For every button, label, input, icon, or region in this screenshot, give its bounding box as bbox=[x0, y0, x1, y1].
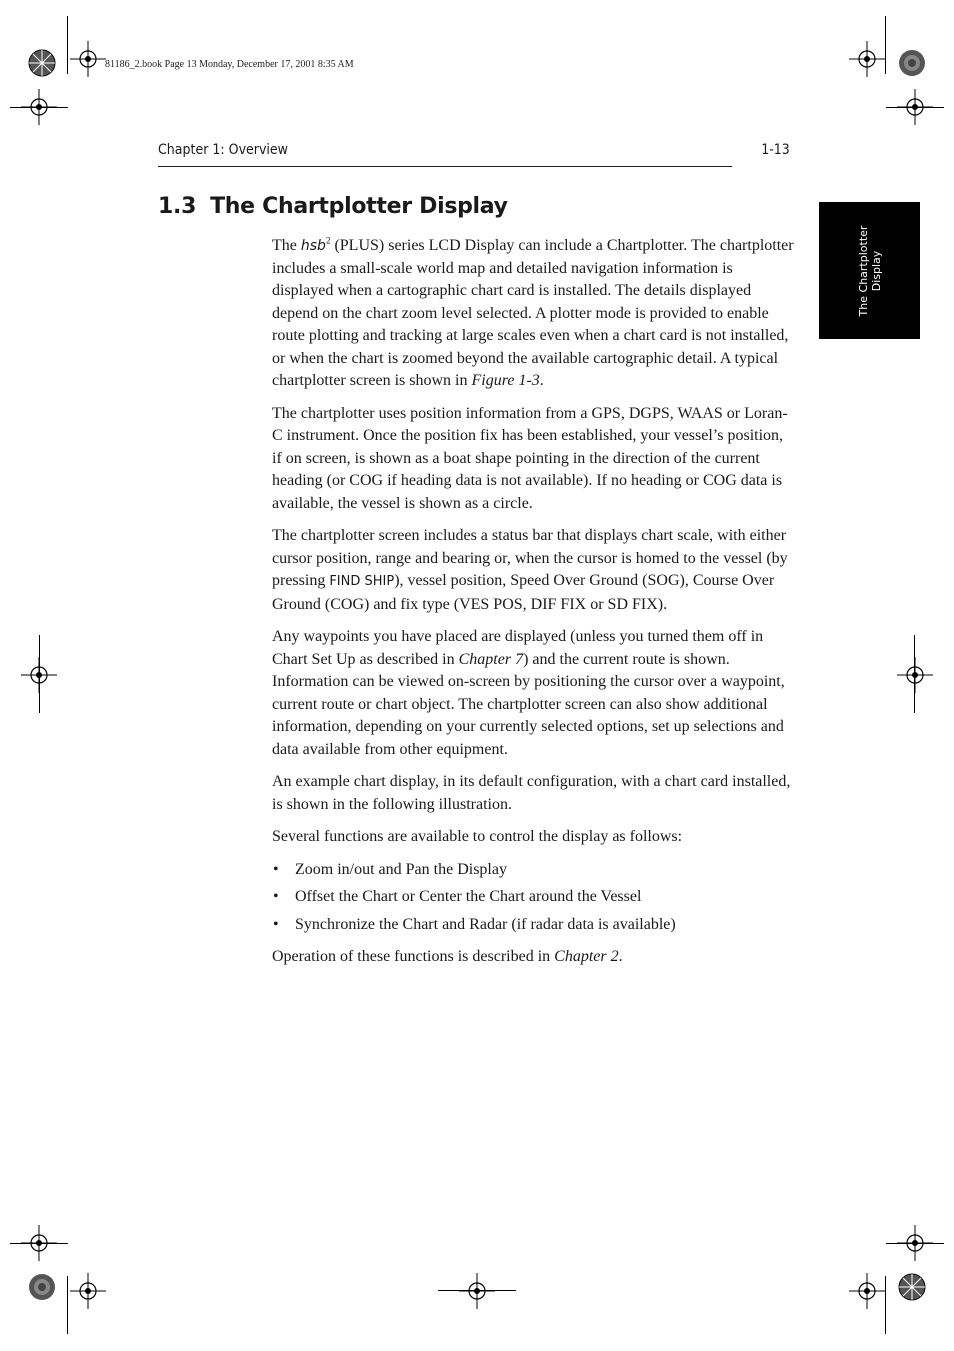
paragraph-position: The chartplotter uses position information from a GPS, DGPS, WAAS or Loran-C instrument. Once the position fix has been established, your vessel’s position, if on screen, is shown as a boat shape pointing in the direction of the current heading (or COG if heading data is not available). If no heading or COG data is available, the vessel is shown as a circle. bbox=[272, 404, 788, 512]
crop-line bbox=[39, 635, 40, 713]
chapter-thumb-tab bbox=[819, 202, 920, 339]
crop-line bbox=[885, 1276, 886, 1334]
crosshair-target-icon bbox=[849, 1273, 885, 1309]
section-heading bbox=[158, 194, 508, 219]
crop-line bbox=[67, 16, 68, 74]
body-text bbox=[272, 235, 796, 979]
paragraph-example: An example chart display, in its default configuration, with a chart card installed, is shown in the following illustration. bbox=[272, 773, 791, 813]
book-info-line: 81186_2.book Page 13 Monday, December 17, 2001 8:35 AM bbox=[105, 59, 354, 70]
paragraph-operation: Operation of these functions is described in Chapter 2. bbox=[272, 948, 623, 965]
crop-line bbox=[886, 1243, 944, 1244]
chapter-reference: Chapter 2 bbox=[554, 948, 619, 965]
running-head-page-number: 1-13 bbox=[761, 142, 790, 158]
paragraph-status-bar: The chartplotter screen includes a status bar that displays chart scale, with either cursor position, range and bearing or, when the cursor is homed to the vessel (by pressing FIND SHIP), vessel position, Speed Over Ground (SOG), Course Over Ground (COG) and fix type (VES POS, DIF FIX or SD FIX). bbox=[272, 527, 788, 613]
section-title: The Chartplotter Display bbox=[210, 194, 508, 219]
list-item: • Offset the Chart or Center the Chart around the Vessel bbox=[272, 886, 796, 909]
figure-reference: Figure 1-3 bbox=[471, 372, 540, 389]
registration-mark-bottom-right bbox=[882, 1257, 942, 1317]
crosshair-target-icon bbox=[459, 1273, 495, 1309]
crosshair-target-icon bbox=[70, 1273, 106, 1309]
paragraph-waypoints: Any waypoints you have placed are displayed (unless you turned them off in Chart Set Up as described in Chapter 7) and the current route is shown. Information can be viewed on-screen by positioning the cursor over a waypoint, current route or chart object. The chartplotter screen can also show additional information, depending on your currently selected options, set up selections and data available from other equipment. bbox=[272, 628, 785, 758]
brand-name: hsb bbox=[300, 238, 326, 254]
registration-mark-bottom-left bbox=[12, 1257, 72, 1317]
crop-line bbox=[438, 1290, 516, 1291]
crop-line bbox=[914, 635, 915, 713]
crop-line bbox=[10, 1243, 68, 1244]
crosshair-target-icon bbox=[70, 41, 106, 77]
running-head-chapter: Chapter 1: Overview bbox=[158, 142, 288, 158]
list-item: • Zoom in/out and Pan the Display bbox=[272, 859, 796, 882]
crop-line bbox=[885, 16, 886, 74]
chapter-reference: Chapter 7 bbox=[458, 650, 524, 668]
running-head bbox=[158, 142, 790, 167]
crop-line bbox=[10, 107, 68, 108]
registration-mark-top-left bbox=[12, 33, 72, 93]
thumb-tab-label: The Chartplotter Display bbox=[856, 225, 883, 316]
list-item: • Synchronize the Chart and Radar (if radar data is available) bbox=[272, 914, 796, 937]
crosshair-target-icon bbox=[849, 41, 885, 77]
crop-line bbox=[886, 107, 944, 108]
key-find-ship: FIND SHIP bbox=[329, 574, 395, 589]
paragraph-intro: The hsb$^2$ (PLUS) series LCD Display can include a Chartplotter. The chartplotter includes a small-scale world map and detailed navigation information is displayed when a cartographic chart card is installed. The details displayed depend on the chart zoom level selected. A plotter mode is provided to enable route plotting and tracking at large scales even when a chart card is not installed, or when the chart is zoomed beyond the available cartographic detail. A typical chartplotter screen is shown in Figure 1-3. bbox=[272, 235, 794, 389]
section-number: 1.3 bbox=[158, 194, 197, 219]
functions-list bbox=[272, 859, 796, 937]
registration-mark-top-right bbox=[882, 33, 942, 93]
paragraph-functions-intro: Several functions are available to control the display as follows: bbox=[272, 828, 683, 845]
crosshair-target-icon bbox=[897, 657, 933, 693]
crop-line bbox=[67, 1276, 68, 1334]
